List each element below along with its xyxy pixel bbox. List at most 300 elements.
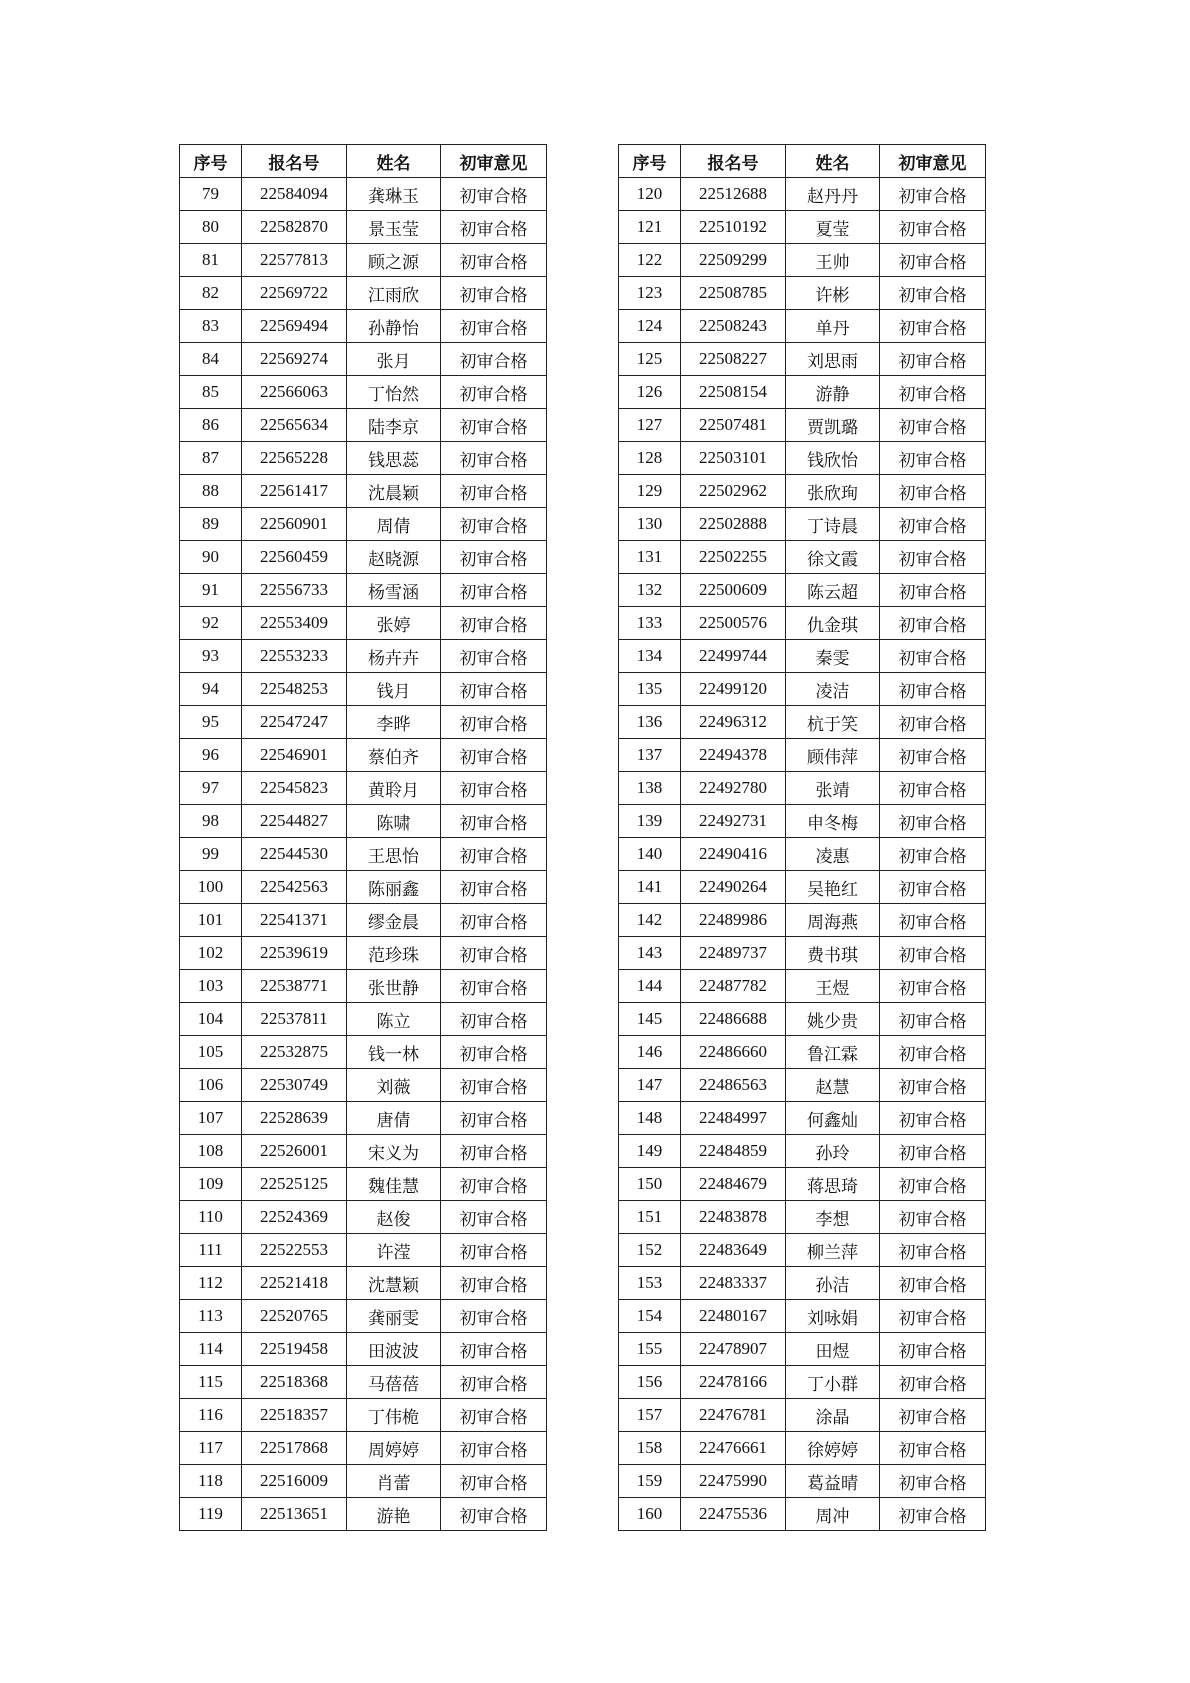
cell-serial-number: 97 bbox=[180, 772, 242, 805]
cell-name: 仇金琪 bbox=[786, 607, 880, 640]
table-row bbox=[619, 574, 986, 607]
cell-name: 张世静 bbox=[347, 970, 441, 1003]
table-row bbox=[180, 1465, 547, 1498]
cell-registration-number: 22538771 bbox=[242, 970, 347, 1003]
cell-name: 孙玲 bbox=[786, 1135, 880, 1168]
cell-serial-number: 124 bbox=[619, 310, 681, 343]
cell-registration-number: 22544530 bbox=[242, 838, 347, 871]
cell-review-opinion: 初审合格 bbox=[880, 1498, 986, 1531]
table-header-row bbox=[619, 145, 986, 178]
cell-serial-number: 100 bbox=[180, 871, 242, 904]
cell-review-opinion: 初审合格 bbox=[880, 178, 986, 211]
cell-name: 肖蕾 bbox=[347, 1465, 441, 1498]
table-row bbox=[619, 442, 986, 475]
cell-registration-number: 22478166 bbox=[681, 1366, 786, 1399]
cell-registration-number: 22489737 bbox=[681, 937, 786, 970]
cell-registration-number: 22508243 bbox=[681, 310, 786, 343]
table-row bbox=[619, 1333, 986, 1366]
cell-name: 王思怡 bbox=[347, 838, 441, 871]
cell-review-opinion: 初审合格 bbox=[880, 244, 986, 277]
cell-review-opinion: 初审合格 bbox=[441, 277, 547, 310]
table-row bbox=[619, 277, 986, 310]
cell-review-opinion: 初审合格 bbox=[880, 343, 986, 376]
table-row bbox=[180, 706, 547, 739]
cell-review-opinion: 初审合格 bbox=[880, 772, 986, 805]
cell-review-opinion: 初审合格 bbox=[441, 640, 547, 673]
table-row bbox=[180, 772, 547, 805]
cell-name: 周冲 bbox=[786, 1498, 880, 1531]
cell-serial-number: 149 bbox=[619, 1135, 681, 1168]
cell-serial-number: 115 bbox=[180, 1366, 242, 1399]
cell-review-opinion: 初审合格 bbox=[880, 1003, 986, 1036]
cell-review-opinion: 初审合格 bbox=[880, 739, 986, 772]
cell-serial-number: 87 bbox=[180, 442, 242, 475]
table-row bbox=[619, 1036, 986, 1069]
table-row bbox=[180, 904, 547, 937]
table-row bbox=[619, 475, 986, 508]
cell-review-opinion: 初审合格 bbox=[441, 1465, 547, 1498]
cell-review-opinion: 初审合格 bbox=[441, 772, 547, 805]
cell-name: 赵俊 bbox=[347, 1201, 441, 1234]
cell-registration-number: 22518357 bbox=[242, 1399, 347, 1432]
cell-name: 魏佳慧 bbox=[347, 1168, 441, 1201]
table-row bbox=[180, 970, 547, 1003]
cell-review-opinion: 初审合格 bbox=[880, 1234, 986, 1267]
cell-name: 丁伟桅 bbox=[347, 1399, 441, 1432]
table-row bbox=[619, 1432, 986, 1465]
table-row bbox=[180, 574, 547, 607]
cell-registration-number: 22569274 bbox=[242, 343, 347, 376]
cell-registration-number: 22489986 bbox=[681, 904, 786, 937]
cell-review-opinion: 初审合格 bbox=[880, 508, 986, 541]
cell-review-opinion: 初审合格 bbox=[441, 1135, 547, 1168]
table-row bbox=[619, 970, 986, 1003]
cell-review-opinion: 初审合格 bbox=[441, 1201, 547, 1234]
header-name: 姓名 bbox=[786, 145, 880, 178]
cell-name: 陈丽鑫 bbox=[347, 871, 441, 904]
cell-name: 丁小群 bbox=[786, 1366, 880, 1399]
cell-registration-number: 22553233 bbox=[242, 640, 347, 673]
cell-review-opinion: 初审合格 bbox=[441, 541, 547, 574]
cell-name: 赵慧 bbox=[786, 1069, 880, 1102]
cell-name: 许彬 bbox=[786, 277, 880, 310]
cell-name: 江雨欣 bbox=[347, 277, 441, 310]
table-row bbox=[180, 1102, 547, 1135]
cell-review-opinion: 初审合格 bbox=[880, 1465, 986, 1498]
cell-serial-number: 119 bbox=[180, 1498, 242, 1531]
cell-serial-number: 132 bbox=[619, 574, 681, 607]
cell-registration-number: 22577813 bbox=[242, 244, 347, 277]
cell-review-opinion: 初审合格 bbox=[880, 1036, 986, 1069]
table-row bbox=[180, 409, 547, 442]
header-serial-number: 序号 bbox=[619, 145, 681, 178]
cell-review-opinion: 初审合格 bbox=[441, 1234, 547, 1267]
cell-registration-number: 22560459 bbox=[242, 541, 347, 574]
cell-serial-number: 123 bbox=[619, 277, 681, 310]
cell-registration-number: 22526001 bbox=[242, 1135, 347, 1168]
cell-review-opinion: 初审合格 bbox=[441, 211, 547, 244]
cell-serial-number: 90 bbox=[180, 541, 242, 574]
table-row bbox=[619, 1201, 986, 1234]
cell-name: 吴艳红 bbox=[786, 871, 880, 904]
cell-name: 贾凯璐 bbox=[786, 409, 880, 442]
cell-serial-number: 133 bbox=[619, 607, 681, 640]
cell-registration-number: 22569722 bbox=[242, 277, 347, 310]
cell-name: 马蓓蓓 bbox=[347, 1366, 441, 1399]
cell-review-opinion: 初审合格 bbox=[880, 1201, 986, 1234]
table-row bbox=[180, 1135, 547, 1168]
table-row bbox=[619, 1234, 986, 1267]
cell-name: 杭于笑 bbox=[786, 706, 880, 739]
cell-serial-number: 125 bbox=[619, 343, 681, 376]
cell-registration-number: 22510192 bbox=[681, 211, 786, 244]
cell-name: 丁诗晨 bbox=[786, 508, 880, 541]
table-row bbox=[619, 805, 986, 838]
cell-registration-number: 22490416 bbox=[681, 838, 786, 871]
cell-registration-number: 22487782 bbox=[681, 970, 786, 1003]
table-row bbox=[180, 1069, 547, 1102]
table-row bbox=[180, 541, 547, 574]
cell-review-opinion: 初审合格 bbox=[880, 310, 986, 343]
cell-name: 钱思蕊 bbox=[347, 442, 441, 475]
cell-review-opinion: 初审合格 bbox=[880, 1366, 986, 1399]
cell-registration-number: 22522553 bbox=[242, 1234, 347, 1267]
cell-registration-number: 22502962 bbox=[681, 475, 786, 508]
cell-serial-number: 110 bbox=[180, 1201, 242, 1234]
table-header-row bbox=[180, 145, 547, 178]
cell-registration-number: 22513651 bbox=[242, 1498, 347, 1531]
table-row bbox=[180, 1234, 547, 1267]
cell-review-opinion: 初审合格 bbox=[441, 673, 547, 706]
cell-review-opinion: 初审合格 bbox=[880, 1267, 986, 1300]
cell-serial-number: 137 bbox=[619, 739, 681, 772]
cell-registration-number: 22582870 bbox=[242, 211, 347, 244]
table-row bbox=[619, 211, 986, 244]
cell-name: 张月 bbox=[347, 343, 441, 376]
table-row bbox=[619, 838, 986, 871]
cell-name: 鲁江霖 bbox=[786, 1036, 880, 1069]
cell-review-opinion: 初审合格 bbox=[880, 1432, 986, 1465]
header-review-opinion: 初审意见 bbox=[880, 145, 986, 178]
cell-name: 李想 bbox=[786, 1201, 880, 1234]
table-row bbox=[180, 1399, 547, 1432]
cell-registration-number: 22486660 bbox=[681, 1036, 786, 1069]
cell-registration-number: 22524369 bbox=[242, 1201, 347, 1234]
cell-serial-number: 95 bbox=[180, 706, 242, 739]
cell-serial-number: 101 bbox=[180, 904, 242, 937]
table-row bbox=[619, 1135, 986, 1168]
cell-registration-number: 22584094 bbox=[242, 178, 347, 211]
cell-name: 杨雪涵 bbox=[347, 574, 441, 607]
cell-name: 孙洁 bbox=[786, 1267, 880, 1300]
table-row bbox=[619, 343, 986, 376]
cell-registration-number: 22512688 bbox=[681, 178, 786, 211]
cell-serial-number: 146 bbox=[619, 1036, 681, 1069]
cell-registration-number: 22499120 bbox=[681, 673, 786, 706]
cell-name: 张靖 bbox=[786, 772, 880, 805]
cell-review-opinion: 初审合格 bbox=[441, 1399, 547, 1432]
cell-review-opinion: 初审合格 bbox=[441, 904, 547, 937]
cell-name: 赵丹丹 bbox=[786, 178, 880, 211]
cell-serial-number: 152 bbox=[619, 1234, 681, 1267]
header-serial-number: 序号 bbox=[180, 145, 242, 178]
cell-registration-number: 22532875 bbox=[242, 1036, 347, 1069]
cell-registration-number: 22519458 bbox=[242, 1333, 347, 1366]
cell-name: 申冬梅 bbox=[786, 805, 880, 838]
cell-registration-number: 22545823 bbox=[242, 772, 347, 805]
cell-registration-number: 22499744 bbox=[681, 640, 786, 673]
cell-review-opinion: 初审合格 bbox=[441, 1168, 547, 1201]
table-row bbox=[180, 1201, 547, 1234]
cell-review-opinion: 初审合格 bbox=[441, 1267, 547, 1300]
table-row bbox=[619, 1267, 986, 1300]
cell-registration-number: 22569494 bbox=[242, 310, 347, 343]
cell-name: 秦雯 bbox=[786, 640, 880, 673]
cell-review-opinion: 初审合格 bbox=[880, 937, 986, 970]
cell-registration-number: 22518368 bbox=[242, 1366, 347, 1399]
cell-registration-number: 22561417 bbox=[242, 475, 347, 508]
cell-review-opinion: 初审合格 bbox=[441, 310, 547, 343]
table-row bbox=[180, 1036, 547, 1069]
cell-serial-number: 127 bbox=[619, 409, 681, 442]
cell-review-opinion: 初审合格 bbox=[441, 739, 547, 772]
table-row bbox=[619, 244, 986, 277]
cell-review-opinion: 初审合格 bbox=[880, 1399, 986, 1432]
cell-serial-number: 159 bbox=[619, 1465, 681, 1498]
cell-serial-number: 111 bbox=[180, 1234, 242, 1267]
table-body-right bbox=[619, 178, 986, 1531]
cell-serial-number: 105 bbox=[180, 1036, 242, 1069]
header-review-opinion: 初审意见 bbox=[441, 145, 547, 178]
cell-registration-number: 22475536 bbox=[681, 1498, 786, 1531]
table-row bbox=[619, 904, 986, 937]
cell-name: 赵晓源 bbox=[347, 541, 441, 574]
cell-review-opinion: 初审合格 bbox=[880, 1069, 986, 1102]
cell-review-opinion: 初审合格 bbox=[880, 838, 986, 871]
cell-registration-number: 22556733 bbox=[242, 574, 347, 607]
cell-registration-number: 22528639 bbox=[242, 1102, 347, 1135]
cell-review-opinion: 初审合格 bbox=[880, 904, 986, 937]
cell-registration-number: 22486563 bbox=[681, 1069, 786, 1102]
table-row bbox=[619, 772, 986, 805]
cell-registration-number: 22502255 bbox=[681, 541, 786, 574]
cell-serial-number: 85 bbox=[180, 376, 242, 409]
table-row bbox=[180, 178, 547, 211]
cell-serial-number: 112 bbox=[180, 1267, 242, 1300]
cell-serial-number: 150 bbox=[619, 1168, 681, 1201]
header-name: 姓名 bbox=[347, 145, 441, 178]
table-row bbox=[180, 508, 547, 541]
cell-serial-number: 103 bbox=[180, 970, 242, 1003]
table-row bbox=[180, 1003, 547, 1036]
cell-serial-number: 116 bbox=[180, 1399, 242, 1432]
cell-name: 周海燕 bbox=[786, 904, 880, 937]
cell-name: 凌洁 bbox=[786, 673, 880, 706]
cell-registration-number: 22496312 bbox=[681, 706, 786, 739]
cell-registration-number: 22507481 bbox=[681, 409, 786, 442]
cell-name: 龚琳玉 bbox=[347, 178, 441, 211]
cell-registration-number: 22478907 bbox=[681, 1333, 786, 1366]
cell-registration-number: 22486688 bbox=[681, 1003, 786, 1036]
cell-name: 夏莹 bbox=[786, 211, 880, 244]
cell-registration-number: 22517868 bbox=[242, 1432, 347, 1465]
cell-registration-number: 22520765 bbox=[242, 1300, 347, 1333]
cell-registration-number: 22508785 bbox=[681, 277, 786, 310]
table-row bbox=[180, 937, 547, 970]
table-row bbox=[619, 409, 986, 442]
cell-review-opinion: 初审合格 bbox=[441, 376, 547, 409]
cell-serial-number: 104 bbox=[180, 1003, 242, 1036]
cell-review-opinion: 初审合格 bbox=[441, 706, 547, 739]
cell-serial-number: 158 bbox=[619, 1432, 681, 1465]
cell-serial-number: 121 bbox=[619, 211, 681, 244]
cell-serial-number: 142 bbox=[619, 904, 681, 937]
cell-registration-number: 22483649 bbox=[681, 1234, 786, 1267]
cell-serial-number: 144 bbox=[619, 970, 681, 1003]
table-row bbox=[619, 937, 986, 970]
cell-review-opinion: 初审合格 bbox=[441, 475, 547, 508]
table-row bbox=[180, 343, 547, 376]
cell-serial-number: 107 bbox=[180, 1102, 242, 1135]
cell-registration-number: 22480167 bbox=[681, 1300, 786, 1333]
table-row bbox=[180, 805, 547, 838]
cell-serial-number: 81 bbox=[180, 244, 242, 277]
results-table-left bbox=[179, 144, 547, 1531]
cell-registration-number: 22560901 bbox=[242, 508, 347, 541]
table-row bbox=[180, 640, 547, 673]
cell-serial-number: 108 bbox=[180, 1135, 242, 1168]
cell-review-opinion: 初审合格 bbox=[880, 1135, 986, 1168]
cell-name: 蔡伯齐 bbox=[347, 739, 441, 772]
cell-name: 景玉莹 bbox=[347, 211, 441, 244]
cell-registration-number: 22492731 bbox=[681, 805, 786, 838]
cell-name: 沈晨颖 bbox=[347, 475, 441, 508]
cell-registration-number: 22483878 bbox=[681, 1201, 786, 1234]
cell-review-opinion: 初审合格 bbox=[441, 343, 547, 376]
cell-registration-number: 22521418 bbox=[242, 1267, 347, 1300]
cell-review-opinion: 初审合格 bbox=[441, 508, 547, 541]
cell-review-opinion: 初审合格 bbox=[441, 1102, 547, 1135]
cell-registration-number: 22548253 bbox=[242, 673, 347, 706]
cell-serial-number: 135 bbox=[619, 673, 681, 706]
cell-review-opinion: 初审合格 bbox=[441, 178, 547, 211]
cell-registration-number: 22539619 bbox=[242, 937, 347, 970]
cell-name: 沈慧颖 bbox=[347, 1267, 441, 1300]
header-registration-number: 报名号 bbox=[242, 145, 347, 178]
cell-name: 唐倩 bbox=[347, 1102, 441, 1135]
table-row bbox=[619, 640, 986, 673]
cell-registration-number: 22530749 bbox=[242, 1069, 347, 1102]
cell-review-opinion: 初审合格 bbox=[880, 871, 986, 904]
cell-serial-number: 82 bbox=[180, 277, 242, 310]
cell-serial-number: 156 bbox=[619, 1366, 681, 1399]
table-row bbox=[619, 508, 986, 541]
cell-name: 何鑫灿 bbox=[786, 1102, 880, 1135]
table-row bbox=[180, 442, 547, 475]
cell-name: 张婷 bbox=[347, 607, 441, 640]
cell-serial-number: 113 bbox=[180, 1300, 242, 1333]
cell-name: 刘咏娟 bbox=[786, 1300, 880, 1333]
cell-review-opinion: 初审合格 bbox=[441, 838, 547, 871]
table-row bbox=[619, 1003, 986, 1036]
cell-serial-number: 114 bbox=[180, 1333, 242, 1366]
cell-name: 费书琪 bbox=[786, 937, 880, 970]
table-row bbox=[180, 739, 547, 772]
cell-registration-number: 22475990 bbox=[681, 1465, 786, 1498]
cell-name: 龚丽雯 bbox=[347, 1300, 441, 1333]
table-row bbox=[180, 475, 547, 508]
cell-name: 姚少贵 bbox=[786, 1003, 880, 1036]
cell-serial-number: 84 bbox=[180, 343, 242, 376]
cell-registration-number: 22476781 bbox=[681, 1399, 786, 1432]
table-row bbox=[180, 277, 547, 310]
cell-registration-number: 22509299 bbox=[681, 244, 786, 277]
cell-registration-number: 22565228 bbox=[242, 442, 347, 475]
cell-review-opinion: 初审合格 bbox=[441, 1432, 547, 1465]
cell-serial-number: 130 bbox=[619, 508, 681, 541]
cell-review-opinion: 初审合格 bbox=[880, 409, 986, 442]
cell-registration-number: 22500609 bbox=[681, 574, 786, 607]
cell-review-opinion: 初审合格 bbox=[880, 574, 986, 607]
table-row bbox=[180, 838, 547, 871]
cell-serial-number: 155 bbox=[619, 1333, 681, 1366]
cell-name: 钱月 bbox=[347, 673, 441, 706]
cell-serial-number: 134 bbox=[619, 640, 681, 673]
cell-review-opinion: 初审合格 bbox=[880, 970, 986, 1003]
cell-serial-number: 91 bbox=[180, 574, 242, 607]
header-registration-number: 报名号 bbox=[681, 145, 786, 178]
cell-review-opinion: 初审合格 bbox=[441, 1036, 547, 1069]
cell-review-opinion: 初审合格 bbox=[441, 442, 547, 475]
cell-review-opinion: 初审合格 bbox=[441, 1366, 547, 1399]
cell-serial-number: 109 bbox=[180, 1168, 242, 1201]
cell-review-opinion: 初审合格 bbox=[880, 376, 986, 409]
table-row bbox=[619, 871, 986, 904]
cell-registration-number: 22547247 bbox=[242, 706, 347, 739]
cell-serial-number: 148 bbox=[619, 1102, 681, 1135]
cell-registration-number: 22502888 bbox=[681, 508, 786, 541]
cell-registration-number: 22503101 bbox=[681, 442, 786, 475]
table-row bbox=[180, 871, 547, 904]
cell-review-opinion: 初审合格 bbox=[880, 805, 986, 838]
cell-registration-number: 22542563 bbox=[242, 871, 347, 904]
cell-registration-number: 22500576 bbox=[681, 607, 786, 640]
cell-name: 周倩 bbox=[347, 508, 441, 541]
cell-name: 刘思雨 bbox=[786, 343, 880, 376]
cell-review-opinion: 初审合格 bbox=[441, 1333, 547, 1366]
cell-serial-number: 93 bbox=[180, 640, 242, 673]
cell-serial-number: 128 bbox=[619, 442, 681, 475]
cell-serial-number: 106 bbox=[180, 1069, 242, 1102]
table-row bbox=[619, 310, 986, 343]
cell-serial-number: 117 bbox=[180, 1432, 242, 1465]
results-table-right bbox=[618, 144, 986, 1531]
cell-serial-number: 118 bbox=[180, 1465, 242, 1498]
cell-name: 范珍珠 bbox=[347, 937, 441, 970]
cell-serial-number: 88 bbox=[180, 475, 242, 508]
table-row bbox=[180, 1366, 547, 1399]
cell-serial-number: 141 bbox=[619, 871, 681, 904]
cell-serial-number: 79 bbox=[180, 178, 242, 211]
cell-review-opinion: 初审合格 bbox=[441, 1003, 547, 1036]
cell-serial-number: 139 bbox=[619, 805, 681, 838]
cell-name: 宋义为 bbox=[347, 1135, 441, 1168]
cell-registration-number: 22537811 bbox=[242, 1003, 347, 1036]
cell-review-opinion: 初审合格 bbox=[880, 640, 986, 673]
cell-serial-number: 94 bbox=[180, 673, 242, 706]
table-row bbox=[180, 1168, 547, 1201]
cell-serial-number: 86 bbox=[180, 409, 242, 442]
